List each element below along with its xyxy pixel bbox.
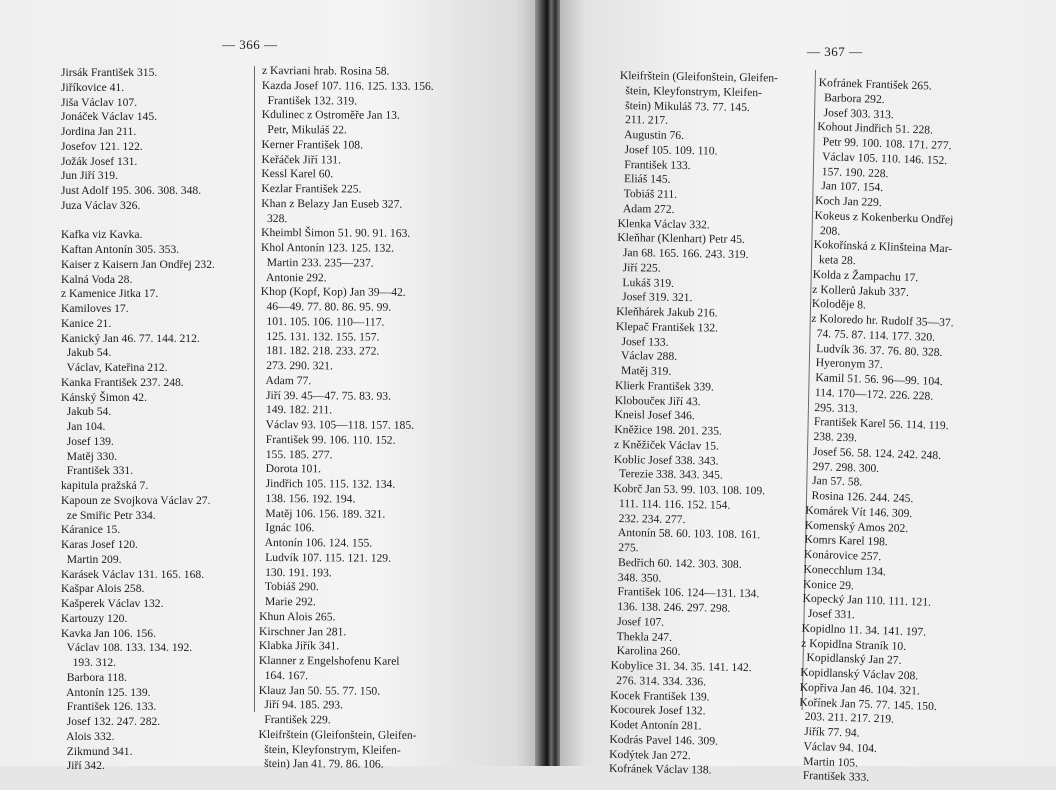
index-entry: Marie 292. (259, 594, 316, 609)
index-entry: Kněžice 198. 201. 235. (614, 422, 722, 438)
index-entry: Klierk František 339. (614, 378, 714, 394)
index-entry: Matěj 106. 156. 189. 321. (259, 506, 386, 521)
index-entry: Jan 57. 58. (806, 474, 863, 489)
index-column (797, 76, 1029, 790)
index-entry: Bedřich 60. 142. 303. 308. (612, 555, 742, 571)
index-entry: 232. 234. 277. (612, 511, 686, 526)
index-entry: Komrs Karel 198. (804, 533, 889, 549)
index-entry: Kořínek Jan 75. 77. 145. 150. (799, 695, 937, 713)
index-entry: Kerner František 108. (261, 137, 364, 152)
index-entry: Koloděje 8. (811, 297, 867, 312)
index-entry: Koblic Josef 338. 343. (613, 452, 719, 468)
index-entry: Kavka Jan 106. 156. (61, 626, 156, 640)
index-entry: Kanka František 237. 248. (61, 375, 184, 389)
index-entry: 164. 167. (258, 668, 309, 682)
index-entry: Kánský Šimon 42. (61, 390, 147, 404)
index-entry: František 132. 319. (261, 93, 358, 107)
index-entry: Kohout Jindřich 51. 228. (817, 120, 934, 137)
index-entry: Kanice 21. (61, 316, 112, 330)
index-entry: Josef 133. (615, 334, 669, 349)
index-entry: Klanner z Engelshofenu Karel (258, 653, 400, 668)
index-entry: 295. 313. (808, 400, 859, 415)
page-number: — 367 — (807, 44, 863, 59)
page-number: — 366 — (222, 37, 278, 52)
index-entry: Jakub 54. (61, 346, 112, 360)
index-entry: Kleňhar (Klenhart) Petr 45. (617, 231, 745, 247)
index-column (258, 64, 462, 773)
index-entry: 155. 185. 277. (259, 447, 333, 461)
index-entry: Kessl Karel 60. (261, 167, 334, 181)
index-entry: Antonie 292. (260, 270, 327, 284)
index-entry: štein) Mikuláš 73. 77. 145. (619, 98, 750, 114)
index-entry: Lukáš 319. (616, 275, 675, 290)
index-entry: 46—49. 77. 80. 86. 95. 99. (260, 299, 392, 314)
index-entry: Kamil 51. 56. 96—99. 104. (809, 370, 943, 389)
index-entry: Barbora 118. (61, 670, 127, 684)
index-entry: Jiří 94. 185. 293. (258, 698, 344, 712)
index-entry: František 229. (258, 712, 331, 727)
index-entry: 181. 182. 218. 233. 272. (260, 344, 380, 358)
index-entry: Kofránek František 265. (818, 76, 932, 93)
index-entry: Jiříkovice 41. (61, 80, 125, 94)
index-entry: Jiří 342. (61, 759, 105, 773)
index-entry: 211. 217. (619, 113, 669, 128)
index-entry: Josef 105. 109. 110. (618, 142, 718, 158)
index-entry: Augustin 76. (618, 127, 685, 143)
index-entry: Keřáček Jiří 131. (261, 152, 342, 166)
index-entry: Jakub 54. (61, 405, 112, 419)
index-entry: Káranice 15. (61, 523, 121, 537)
index-entry: Václav 288. (615, 349, 678, 364)
index-entry: František 99. 106. 110. 152. (260, 432, 396, 447)
index-entry: Kapoun ze Svojkova Václav 27. (61, 493, 211, 507)
index-entry: Jonáček Václav 145. (61, 110, 158, 124)
index-entry: Koch Jan 229. (814, 193, 882, 210)
index-entry: štein, Kleyfonstrym, Kleifen- (619, 83, 763, 99)
index-entry: Václav 108. 133. 134. 192. (61, 641, 193, 655)
index-entry: Matěj 319. (615, 363, 672, 378)
index-entry: Kneisl Josef 346. (614, 408, 695, 423)
index-entry: 125. 131. 132. 155. 157. (260, 329, 380, 344)
index-entry: 74. 75. 87. 114. 177. 320. (810, 326, 936, 344)
index-entry: Terezie 338. 343. 345. (613, 467, 723, 482)
index-entry: 275. (612, 540, 639, 555)
index-entry: Kalná Voda 28. (61, 272, 133, 286)
index-entry: Kocourek Josef 132. (609, 703, 706, 718)
index-entry: 203. 211. 217. 219. (798, 709, 895, 726)
index-entry: Karolina 260. (610, 644, 681, 659)
index-entry: Jožák Josef 131. (61, 154, 138, 168)
index-entry: Jiří 225. (616, 260, 661, 275)
index-entry: 114. 170—172. 226. 228. (808, 385, 934, 403)
index-entry: 149. 182. 211. (260, 403, 333, 417)
index-entry: Tobiáš 211. (617, 186, 678, 201)
index-entry: Josef 107. (611, 614, 665, 629)
index-entry: Kloboučeк Jiří 43. (614, 393, 701, 408)
index-entry: Jordina Jan 211. (61, 125, 137, 138)
index-entry: Kokořínská z Klinšteina Mar- (813, 238, 953, 256)
index-entry: Klenka Václav 332. (617, 216, 710, 231)
index-entry: Jiša Václav 107. (61, 95, 138, 109)
index-column (609, 69, 820, 780)
index-entry: František 333. (796, 768, 870, 785)
index-entry: Adam 272. (617, 201, 675, 216)
index-entry: Klabka Jiřík 341. (258, 639, 340, 653)
left-page (0, 0, 537, 773)
index-entry: Kocek František 139. (610, 688, 710, 703)
index-entry: 238. 239. (807, 429, 858, 445)
index-entry: Jirsák František 315. (61, 66, 158, 79)
index-entry: Petr 99. 100. 108. 171. 277. (816, 134, 952, 153)
index-entry: Kodýtek Jan 272. (609, 747, 691, 762)
index-entry: František 133. (618, 157, 691, 172)
index-entry: Jindřich 105. 115. 132. 134. (259, 476, 396, 491)
index-entry: Kolda z Žampachu 17. (812, 267, 919, 284)
index-entry: štein) Jan 41. 79. 86. 106. (258, 757, 384, 771)
index-entry: Kodet Antonín 281. (609, 717, 702, 733)
index-column (61, 66, 261, 774)
index-entry: Kobylice 31. 34. 35. 141. 142. (610, 658, 752, 675)
index-entry: Kaiser z Kaisern Jan Ondřej 232. (61, 257, 215, 271)
index-entry: František 126. 133. (61, 700, 157, 714)
index-entry: Martin 105. (797, 754, 859, 770)
index-entry: Josef 331. (801, 606, 856, 622)
index-entry: Eliáš 145. (618, 172, 671, 187)
index-entry: 297. 298. 300. (806, 459, 880, 475)
index-entry: Martin 209. (61, 552, 122, 566)
index-entry: Václav, Kateřina 212. (61, 361, 168, 374)
index-entry: Kopidlanský Jan 27. (800, 650, 902, 668)
index-entry: Karas Josef 120. (61, 538, 138, 551)
index-entry: Kartouzy 120. (61, 611, 128, 625)
index-entry: Jan 68. 165. 166. 243. 319. (617, 245, 749, 262)
index-entry: Kofránek Václav 138. (608, 762, 712, 777)
index-entry: 208. (813, 223, 841, 238)
index-entry: Kopidlanský Václav 208. (800, 665, 919, 683)
index-entry: Kheimbl Šimon 51. 90. 91. 163. (261, 226, 411, 241)
index-entry: 328. (261, 211, 288, 225)
index-entry: Kamiloves 17. (61, 302, 129, 315)
index-entry: Kopřiva Jan 46. 104. 321. (799, 680, 921, 698)
index-entry: Jiří 39. 45—47. 75. 83. 93. (260, 388, 392, 403)
index-entry: Komenský Amos 202. (804, 518, 909, 535)
index-entry: Kleifrštein (Gleifonštein, Gleifen- (619, 69, 779, 85)
index-entry: 136. 138. 246. 297. 298. (611, 599, 731, 615)
index-entry: 193. 312. (61, 656, 117, 669)
index-entry: Matěj 330. (61, 449, 118, 463)
index-entry: 273. 290. 321. (260, 358, 333, 373)
index-entry: Kazda Josef 107. 116. 125. 133. 156. (261, 78, 434, 93)
index-entry: z Koloredo hr. Rudolf 35—37. (811, 311, 954, 330)
index-entry: Tobiáš 290. (259, 580, 319, 594)
index-entry: Josef 132. 247. 282. (61, 715, 161, 728)
index-entry (61, 214, 261, 229)
index-entry: Petr, Mikuláš 22. (261, 122, 347, 137)
index-entry: František Karel 56. 114. 119. (807, 415, 949, 433)
index-entry: Kaftan Antonín 305. 353. (61, 243, 180, 256)
index-entry: Konárovice 257. (803, 547, 882, 564)
index-entry: Josef 303. 313. (817, 105, 895, 121)
index-entry: Ignác 106. (259, 521, 315, 535)
index-entry: Khun Alois 265. (259, 609, 336, 624)
index-entry: štein, Kleyfonstrym, Kleifen- (258, 742, 401, 757)
index-entry: Konice 29. (802, 577, 855, 592)
index-entry: Thekla 247. (610, 629, 673, 644)
index-entry: Josef 56. 58. 124. 242. 248. (807, 444, 942, 462)
index-entry: Josef 139. (61, 434, 114, 448)
index-entry: z Kamenice Jitka 17. (61, 287, 159, 301)
index-entry: Rosina 126. 244. 245. (805, 488, 914, 506)
index-entry: 138. 156. 192. 194. (259, 491, 356, 506)
index-entry: Barbora 292. (818, 90, 885, 106)
index-entry: 157. 190. 228. (815, 164, 889, 180)
index-entry: kapitula pražská 7. (61, 479, 149, 492)
index-entry: Kodrás Pavel 146. 309. (609, 732, 719, 748)
index-entry: Zikmund 341. (61, 744, 133, 758)
index-entry: Dorota 101. (259, 462, 322, 476)
index-entry: Just Adolf 195. 306. 308. 348. (61, 184, 202, 197)
index-entry: z Kněžiček Václav 15. (614, 437, 719, 453)
index-entry: Jiřík 77. 94. (798, 724, 860, 740)
index-entry: Ludvík 107. 115. 121. 129. (259, 550, 392, 565)
index-entry: Konecchlum 134. (803, 562, 887, 579)
index-entry: Kopecký Jan 110. 111. 121. (802, 591, 932, 610)
index-entry: Antonín 125. 139. (61, 685, 151, 699)
index-entry: Václav 93. 105—118. 157. 185. (260, 417, 415, 432)
index-entry: Josef 319. 321. (616, 290, 693, 305)
index-entry: Josefov 121. 122. (61, 139, 143, 153)
index-entry: ze Smiřic Petr 334. (61, 508, 156, 522)
index-entry: Khop (Kopf, Kop) Jan 39—42. (260, 285, 406, 300)
index-entry: Václav 94. 104. (797, 739, 878, 755)
index-entry: 101. 105. 106. 110—117. (260, 314, 385, 329)
index-entry: 130. 191. 193. (259, 565, 332, 579)
index-entry: Kopidlno 11. 34. 141. 197. (801, 621, 927, 639)
index-entry: Václav 105. 110. 146. 152. (816, 149, 948, 167)
index-entry: Kokeus z Kokenberku Ondřej (814, 208, 954, 227)
index-entry: Juza Václav 326. (61, 198, 141, 212)
index-entry: Klepač František 132. (615, 319, 719, 335)
index-entry: Hyeronym 37. (809, 356, 883, 372)
index-entry: 348. 350. (611, 570, 662, 585)
index-entry: Karásek Václav 131. 165. 168. (61, 567, 205, 581)
right-page (560, 0, 1056, 785)
index-entry: z Kavriani hrab. Rosina 58. (261, 64, 390, 78)
index-entry: František 331. (61, 464, 134, 478)
index-entry: Kezlar František 225. (261, 181, 362, 196)
index-entry: Alois 332. (61, 729, 115, 743)
index-entry: 111. 114. 116. 152. 154. (613, 496, 731, 512)
index-entry: Adam 77. (260, 373, 312, 388)
index-entry: František 106. 124—131. 134. (611, 585, 760, 601)
index-entry: z Kollerů Jakub 337. (812, 282, 910, 299)
index-entry: Klauz Jan 50. 55. 77. 150. (258, 683, 381, 698)
index-entry: Martin 233. 235—237. (260, 255, 374, 270)
index-entry: Kobrč Jan 53. 99. 103. 108. 109. (613, 481, 766, 498)
index-entry: Kirschner Jan 281. (258, 624, 347, 638)
index-entry: Kdulinec z Ostroměře Jan 13. (261, 108, 400, 122)
index-entry: Ludvík 36. 37. 76. 80. 328. (810, 341, 943, 359)
index-entry: Kašpar Alois 258. (61, 582, 145, 596)
index-entry: Jan 107. 154. (815, 179, 884, 195)
index-entry: Khan z Belazy Jan Euseb 327. (261, 196, 403, 211)
index-entry: Kleifrštein (Gleifonštein, Gleifen- (258, 727, 417, 742)
index-entry: Antonín 58. 60. 103. 108. 161. (612, 526, 761, 542)
index-entry: z Kopidlna Straník 10. (800, 636, 907, 653)
index-entry: Kafka viz Kavka. (61, 228, 143, 242)
index-entry: Kanický Jan 46. 77. 144. 212. (61, 331, 200, 345)
index-entry: Khol Antonín 123. 125. 132. (261, 240, 395, 255)
index-entry: 276. 314. 334. 336. (610, 673, 707, 689)
index-entry: Jun Jiří 319. (61, 169, 119, 183)
book-gutter (535, 0, 562, 766)
index-entry: Jan 104. (61, 420, 106, 433)
index-entry: Kašperek Václav 132. (61, 597, 164, 610)
index-entry: Kleňhárek Jakub 216. (616, 304, 718, 320)
index-entry: Komárek Vít 146. 309. (805, 503, 913, 520)
index-entry: keta 28. (813, 252, 856, 268)
index-entry: Antonín 106. 124. 155. (259, 535, 373, 550)
